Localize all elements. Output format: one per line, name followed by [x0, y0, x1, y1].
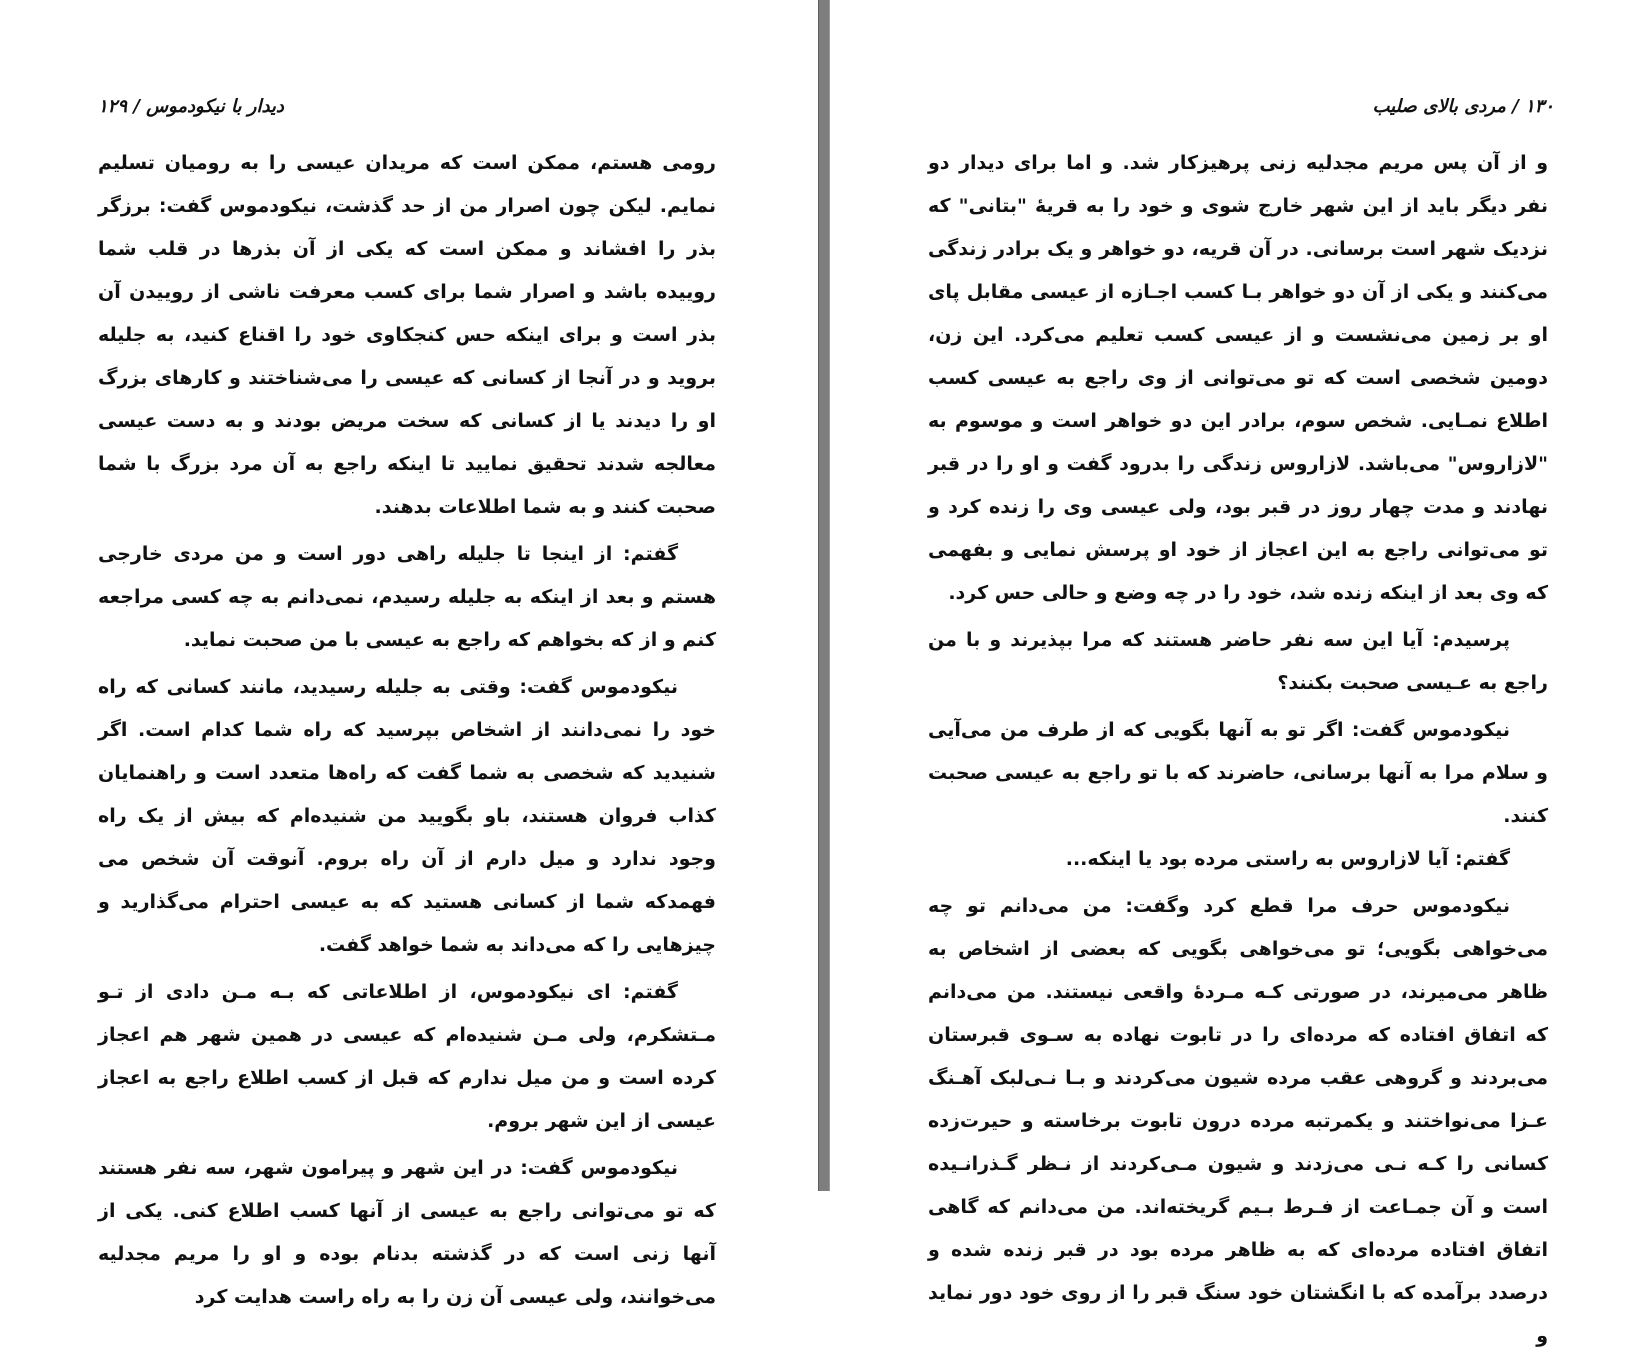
right-paragraph-1: و از آن پس مریم مجدلیه زنی پرهیزکار شد. و اما برای دیدار دو نفر دیگر باید از این شهر خارج شوی و خود را به قریهٔ "بتانی" که نزدیک شهر است برسانی. در آن قریه، دو خواهر و یک برادر زندگی می‌کنند و یکی از آن دو خواهر بـا کسب اجـازه از عیسی مقابل پای او بر زمین می‌نشست و از عیسی کسب تعلیم می‌کرد. این زن، دومین شخصی است که تو می‌توانی از وی راجع به عیسی کسب اطلاع نمـایی. شخص سوم، برادر این دو خواهر است و موسوم به "لازاروس" می‌باشد. لازاروس زندگی را بدرود گفت و او را در قبر نهادند و مدت چهار روز در قبر بود، ولی عیسی وی را زنده کرد و تو می‌توانی راجع به این اعجاز از خود او پرسش نمایی و بفهمی که وی بعد از اینکه زنده شد، خود را در چه وضع و حالی حس کرد. [928, 152, 1548, 604]
left-text-block [98, 142, 716, 1319]
right-paragraph-4: گفتم: آیا لازاروس به راستی مرده بود یا اینکه... [1065, 848, 1510, 870]
right-paragraph-2: پرسیدم: آیا این سه نفر حاضر هستند که مرا بپذیرند و با من راجع به عـیسی صحبت بکنند؟ [928, 629, 1548, 694]
right-paragraph-3: نیکودموس گفت: اگر تو به آنها بگویی که از طرف من می‌آیی و سلام مرا به آنها برسانی، حاضرند که با تو راجع به عیسی صحبت کنند. [928, 719, 1548, 827]
book-gutter-divider [818, 0, 830, 1191]
left-paragraph-3: نیکودموس گفت: وقتی به جلیله رسیدید، مانند کسانی که راه خود را نمی‌دانند از اشخاص بپرسید که راه شما کدام است. اگر شنیدید که شخصی به شما گفت که راه‌ها متعدد است و راهنمایان کذاب فروان هستند، باو بگویید من شنیده‌ام که بیش از یک راه وجود ندارد و میل دارم از آن راه بروم. آنوقت آن شخص می فهمدکه شما از کسانی هستید که به عیسی احترام می‌گذارید و چیزهایی را که می‌داند به شما خواهد گفت. [98, 676, 716, 956]
left-paragraph-5: نیکودموس گفت: در این شهر و پیرامون شهر، سه نفر هستند که تو می‌توانی راجع به عیسی از آنها کسب اطلاع کنی. یکی از آنها زنی است که در گذشته بدنام بوده و او را مریم مجدلیه می‌خوانند، ولی عیسی آن زن را به راه راست هدایت کرد [98, 1157, 716, 1308]
right-text-block [928, 142, 1548, 1358]
left-paragraph-4: گفتم: ای نیکودموس، از اطلاعاتی که بـه مـن دادی از تـو مـتشکرم، ولی مـن شنیده‌ام که عیسی در همین شهر هم اعجاز کرده است و من میل ندارم که قبل از کسب اطلاع راجع به اعجاز عیسی از این شهر بروم. [98, 981, 716, 1132]
left-paragraph-1: رومی هستم، ممکن است که مریدان عیسی را به رومیان تسلیم نمایم. لیکن چون اصرار من از حد گذشت، نیکودموس گفت: برزگر بذر را افشاند و ممکن است که یکی از آن بذرها در قلب شما روییده باشد و اصرار شما برای کسب معرفت ناشی از روییدن آن بذر است و برای اینکه حس کنجکاوی خود را اقناع کنید، به جلیله بروید و در آنجا از کسانی که عیسی را می‌شناختند و کارهای بزرگ او را دیدند یا از کسانی که سخت مریض بودند و به دست عیسی معالجه شدند تحقیق نمایید تا اینکه راجع به آن مرد بزرگ با شما صحبت کنند و به شما اطلاعات بدهند. [98, 152, 716, 518]
right-paragraph-5: نیکودموس حرف مرا قطع کرد وگفت: من می‌دانم تو چه می‌خواهی بگویی؛ تو می‌خواهی بگویی که بعضی از اشخاص به ظاهر می‌میرند، در صورتی کـه مـردهٔ واقعی نیستند. من می‌دانم که اتفاق افتاده که مرده‌ای را در تابوت نهاده به سـوی قبرستان می‌بردند و گروهی عقب مرده شیون می‌کردند و بـا نـی‌لبک آهـنگ عـزا می‌نواختند و یکمرتبه مرده درون تابوت برخاسته و حیرت‌زده کسانی را کـه نـی می‌زدند و شیون مـی‌کردند از نـظر گـذرانـیده است و آن جمـاعت از فـرط بـیم گریخته‌اند. من می‌دانم که گاهی اتفاق افتاده مرده‌ای که به ظاهر مرده بود در قبر زنده شده و درصدد برآمده که با انگشتان خود سنگ قبر را از روی خود دور نماید و [928, 895, 1548, 1347]
left-running-head: دیدار با نیکودموس / ۱۲۹ [98, 96, 284, 117]
right-page [830, 0, 1644, 1347]
right-running-head: ۱۳۰ / مردی بالای صلیب [1372, 96, 1554, 117]
left-page [0, 0, 818, 1308]
left-paragraph-2: گفتم: از اینجا تا جلیله راهی دور است و من مردی خارجی هستم و بعد از اینکه به جلیله رسیدم، نمی‌دانم به چه کسی مراجعه کنم و از که بخواهم که راجع به عیسی با من صحبت نماید. [98, 543, 716, 651]
